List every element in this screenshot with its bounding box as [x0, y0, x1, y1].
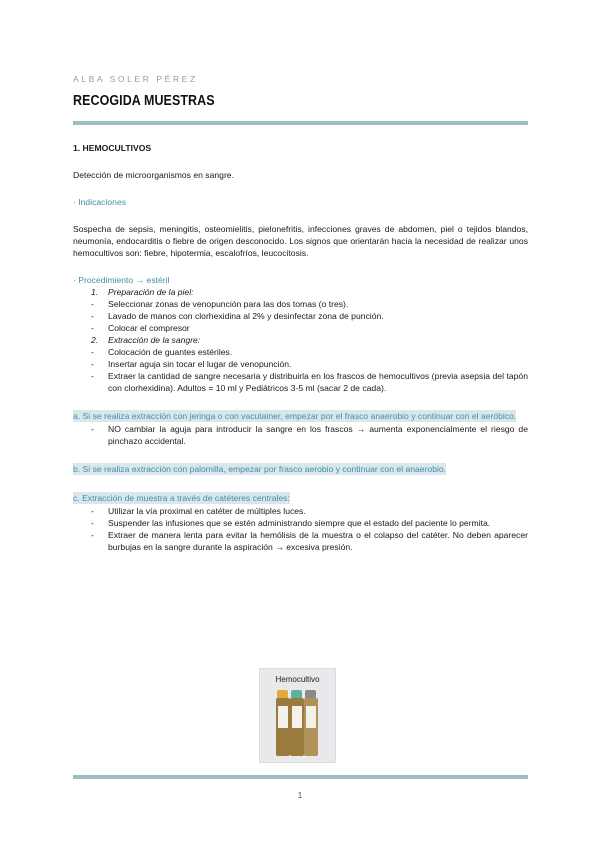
photo-caption: Hemocultivo	[275, 675, 320, 684]
section-heading: 1. HEMOCULTIVOS	[73, 143, 152, 153]
list-item: - Utilizar la vía proximal en catéter de múltiples luces.	[91, 506, 306, 516]
list-item: - NO cambiar la aguja para introducir la sangre en los frascos → aumenta exponencialmente el riesgo de pinchazo accidental.	[91, 424, 528, 446]
step2-number: 2.	[91, 335, 99, 345]
step1-items	[73, 298, 528, 334]
note-a	[73, 410, 528, 423]
list-item: - Extraer de manera lenta para evitar la hemólisis de la muestra o el colapso del catéter. No deben aparecer burbujas en la sangre durante la aspiración → excesiva presión.	[91, 530, 528, 552]
note-a-items	[73, 423, 528, 447]
step2-title-text: Extracción de la sangre:	[108, 335, 201, 345]
list-item: - Extraer la cantidad de sangre necesaria y distribuirla en los frascos de hemocultivos (previa asepsia del tapón con clorhexidina). Adultos = 10 ml y Pediátricos 3-5 ml (sacar 2 de cada).	[91, 371, 528, 393]
step1-title-text: Preparación de la piel:	[108, 287, 194, 297]
list-item: - Lavado de manos con clorhexidina al 2% y desinfectar zona de punción.	[91, 311, 384, 321]
document-title: RECOGIDA MUESTRAS	[73, 93, 215, 109]
page-number: 1	[297, 790, 303, 800]
footer-rule	[73, 775, 528, 779]
author-name: ALBA SOLER PÉREZ	[73, 74, 198, 84]
step1-list	[73, 286, 528, 298]
procedure-heading: · Procedimiento → estéril	[73, 275, 170, 285]
culture-bottle	[304, 698, 318, 756]
note-c	[73, 492, 528, 505]
step2-title	[73, 334, 528, 346]
list-item: - Seleccionar zonas de venopunción para las dos tomas (o tres).	[91, 299, 349, 309]
blood-culture-photo	[259, 668, 336, 763]
definition-text: Detección de microorganismos en sangre.	[73, 170, 234, 180]
note-b	[73, 463, 528, 476]
list-item: - Colocación de guantes estériles.	[91, 347, 233, 357]
note-a-text: a. Si se realiza extracción con jeringa o con vacutainer, empezar por el frasco anaerobio y continuar con el aeróbico.	[73, 411, 517, 421]
step1-title	[73, 286, 528, 298]
list-item: - Insertar aguja sin tocar el lugar de venopunción.	[91, 359, 292, 369]
note-c-items	[73, 505, 528, 553]
document-body	[73, 142, 528, 553]
indications-heading: · Indicaciones	[73, 197, 127, 207]
step2-list	[73, 334, 528, 346]
list-item: - Colocar el compresor	[91, 323, 190, 333]
step1-number: 1.	[91, 287, 99, 297]
header-rule	[73, 121, 528, 125]
step2-items	[73, 346, 528, 394]
indications-text: Sospecha de sepsis, meningitis, osteomielitis, pielonefritis, infecciones graves de abdomen, piel o tejidos blandos, neumonía, endocarditis o fiebre de origen desconocido. Los signos que orientarán hacia la necesidad de realizar unos hemocultivos son: fiebre, hipotermia, escalofríos, leucocitosis.	[73, 224, 528, 258]
note-c-text: c. Extracción de muestra a través de catéteres centrales:	[73, 493, 290, 503]
culture-bottle	[276, 698, 290, 756]
note-b-text: b. Si se realiza extracción con palomilla, empezar por frasco aerobio y continuar con el anaerobio.	[73, 464, 447, 474]
list-item: - Suspender las infusiones que se estén administrando siempre que el estado del paciente lo permita.	[91, 518, 491, 528]
culture-bottle	[290, 698, 304, 756]
